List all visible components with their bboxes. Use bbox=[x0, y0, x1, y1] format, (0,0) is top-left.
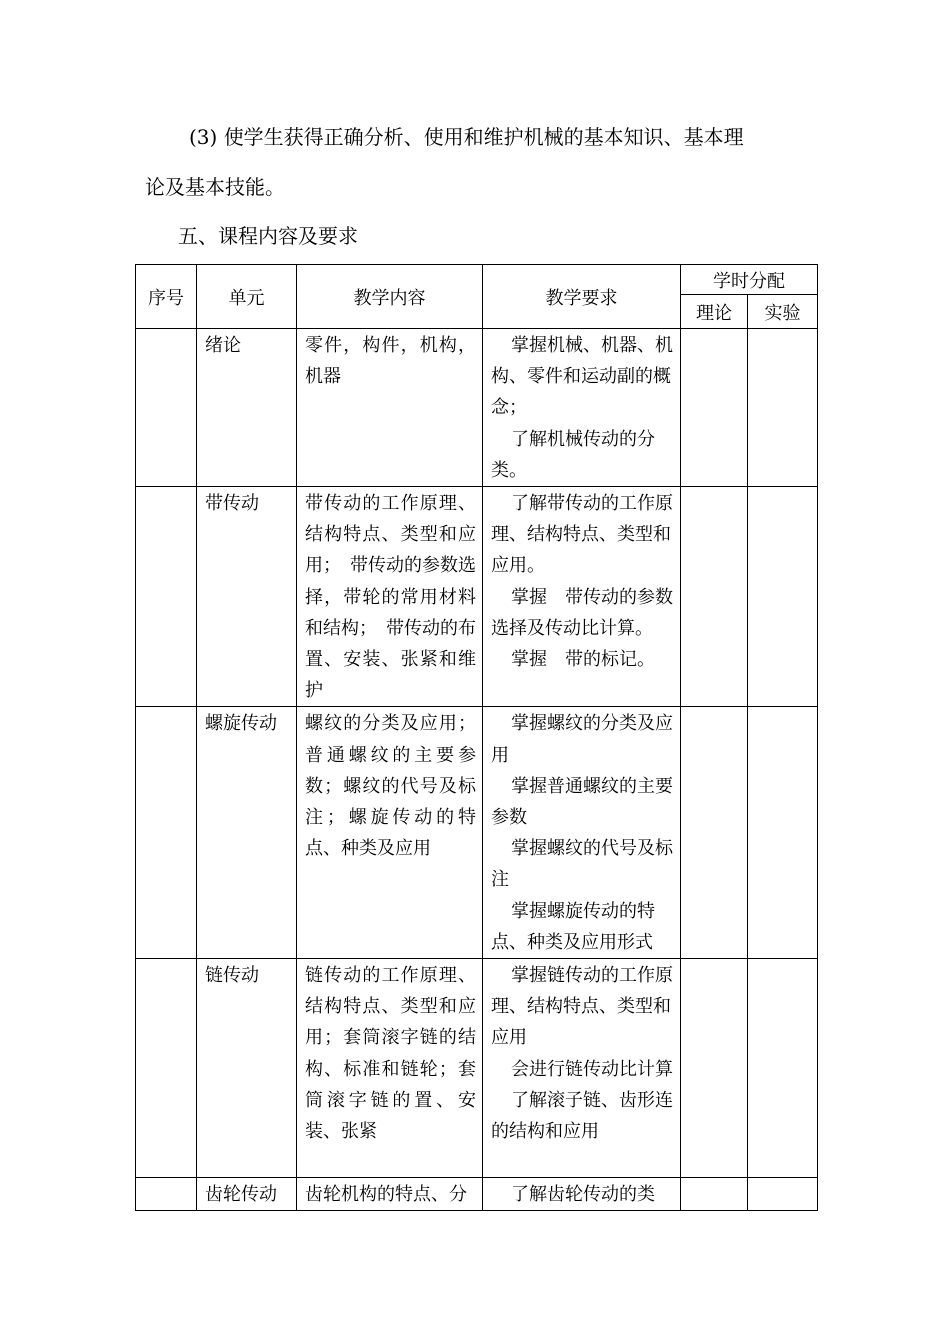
row-content: 齿轮机构的特点、分 bbox=[297, 1178, 483, 1211]
table-row bbox=[136, 329, 818, 487]
header-requirement: 教学要求 bbox=[483, 265, 681, 329]
row-experiment bbox=[748, 1178, 818, 1211]
objective-3-line1: (3) 使学生获得正确分析、使用和维护机械的基本知识、基本理 bbox=[189, 125, 744, 149]
requirement-item: 掌握链传动的工作原理、结构特点、类型和应用 bbox=[491, 965, 673, 1049]
row-index bbox=[136, 487, 197, 707]
row-index bbox=[136, 1178, 197, 1211]
header-experiment: 实验 bbox=[748, 295, 818, 329]
row-content: 链传动的工作原理、结构特点、类型和应用；套筒滚字链的结构、标准和链轮；套筒滚字链的置、安装、张紧 bbox=[297, 959, 483, 1178]
row-content: 带传动的工作原理、结构特点、类型和应用； 带传动的参数选择，带轮的常用材料和结构； 带传动的布置、安装、张紧和维护 bbox=[297, 487, 483, 707]
row-content: 螺纹的分类及应用；普通螺纹的主要参数；螺纹的代号及标注；螺旋传动的特点、种类及应用 bbox=[297, 707, 483, 959]
requirement-item: 掌握螺旋传动的特点、种类及应用形式 bbox=[491, 900, 655, 953]
row-theory bbox=[681, 487, 748, 707]
requirement-item: 了解齿轮传动的类 bbox=[511, 1184, 655, 1206]
requirement-item: 掌握机械、机器、机构、零件和运动副的概念； bbox=[491, 335, 673, 419]
row-index bbox=[136, 707, 197, 959]
requirement-item: 掌握螺纹的分类及应用 bbox=[491, 713, 673, 766]
row-requirement bbox=[483, 487, 681, 707]
requirement-item: 掌握 带传动的参数选择及传动比计算。 bbox=[491, 586, 673, 639]
header-hours: 学时分配 bbox=[681, 265, 818, 295]
row-requirement bbox=[483, 959, 681, 1178]
row-theory bbox=[681, 1178, 748, 1211]
row-theory bbox=[681, 329, 748, 487]
row-unit: 绪论 bbox=[197, 329, 297, 487]
row-index bbox=[136, 959, 197, 1178]
header-theory: 理论 bbox=[681, 295, 748, 329]
requirement-item: 了解滚子链、齿形连的结构和应用 bbox=[491, 1089, 673, 1143]
row-theory bbox=[681, 959, 748, 1178]
requirement-item: 了解机械传动的分类。 bbox=[491, 428, 655, 481]
requirement-item: 了解带传动的工作原理、结构特点、类型和应用。 bbox=[491, 493, 673, 577]
section-title: 五、课程内容及要求 bbox=[178, 224, 358, 248]
requirement-item: 掌握螺纹的代号及标注 bbox=[491, 838, 673, 891]
requirement-item: 掌握普通螺纹的主要参数 bbox=[491, 775, 673, 829]
row-requirement bbox=[483, 329, 681, 487]
table-row bbox=[136, 487, 818, 707]
row-unit: 带传动 bbox=[197, 487, 297, 707]
objective-3-text bbox=[145, 112, 815, 212]
row-experiment bbox=[748, 707, 818, 959]
header-index: 序号 bbox=[136, 265, 197, 329]
row-unit: 齿轮传动 bbox=[197, 1178, 297, 1211]
header-unit: 单元 bbox=[197, 265, 297, 329]
row-experiment bbox=[748, 329, 818, 487]
requirement-item: 会进行链传动比计算 bbox=[511, 1058, 673, 1080]
row-experiment bbox=[748, 959, 818, 1178]
table-row bbox=[136, 959, 818, 1178]
table-row bbox=[136, 707, 818, 959]
row-content: 零件，构件，机构，机器 bbox=[297, 329, 483, 487]
table-row bbox=[136, 1178, 818, 1211]
row-unit: 链传动 bbox=[197, 959, 297, 1178]
header-content: 教学内容 bbox=[297, 265, 483, 329]
row-experiment bbox=[748, 487, 818, 707]
row-requirement bbox=[483, 1178, 681, 1211]
row-theory bbox=[681, 707, 748, 959]
requirement-item: 掌握 带的标记。 bbox=[511, 649, 655, 671]
course-content-table bbox=[135, 264, 818, 1211]
row-requirement bbox=[483, 707, 681, 959]
row-unit: 螺旋传动 bbox=[197, 707, 297, 959]
row-index bbox=[136, 329, 197, 487]
objective-3-line2: 论及基本技能。 bbox=[145, 175, 285, 199]
